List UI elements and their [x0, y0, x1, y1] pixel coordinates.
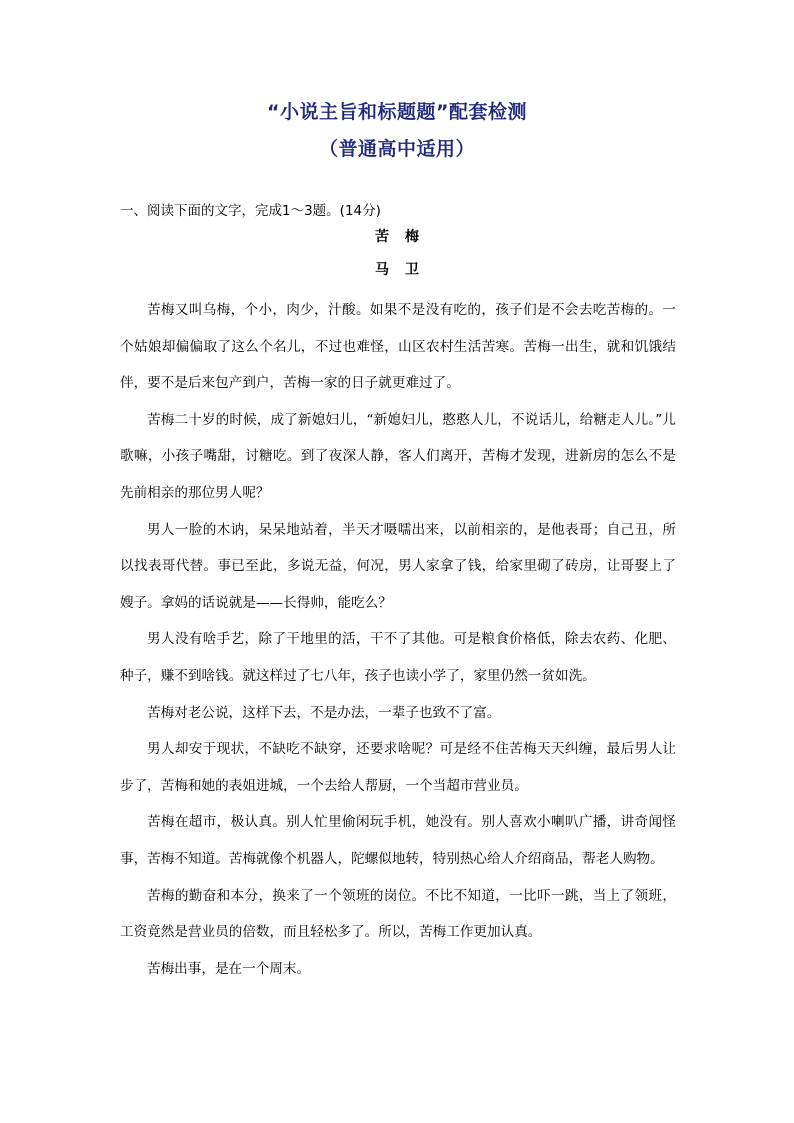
- paragraph: 男人一脸的木讷，呆呆地站着，半天才嗫嚅出来，以前相亲的，是他表哥；自己丑，所以找表哥代替。事已至此，多说无益，何况，男人家拿了钱，给家里砌了砖房，让哥娶上了嫂子。拿妈的话说就是——长得帅，能吃么？: [120, 521, 676, 611]
- page-title: “小说主旨和标题题”配套检测: [267, 101, 527, 123]
- paragraph: 苦梅对老公说，这样下去，不是办法，一辈子也致不了富。: [147, 704, 501, 721]
- paragraph: 苦梅二十岁的时候，成了新媳妇儿，“新媳妇儿，憨憨人儿，不说话儿，给糖走人儿。”儿歌嘛，小孩子嘴甜，讨糖吃。到了夜深人静，客人们离开，苦梅才发现，进新房的怎么不是先前相亲的那位男人呢？: [120, 411, 676, 501]
- section-heading: 一、阅读下面的文字，完成1～3题。(14分): [120, 203, 381, 219]
- paragraph: 苦梅在超市，极认真。别人忙里偷闲玩手机，她没有。别人喜欢小喇叭广播，讲奇闻怪事，苦梅不知道。苦梅就像个机器人，陀螺似地转，特别热心给人介绍商品，帮老人购物。: [120, 814, 676, 867]
- paragraph: 男人却安于现状，不缺吃不缺穿，还要求啥呢？可是经不住苦梅天天纠缠，最后男人让步了，苦梅和她的表姐进城，一个去给人帮厨，一个当超市营业员。: [120, 741, 676, 794]
- paragraph: 男人没有啥手艺，除了干地里的活，干不了其他。可是粮食价格低，除去农药、化肥、种子，赚不到啥钱。就这样过了七八年，孩子也读小学了，家里仍然一贫如洗。: [120, 631, 676, 684]
- paragraph: 苦梅又叫乌梅，个小，肉少，汁酸。如果不是没有吃的，孩子们是不会去吃苦梅的。一个姑娘却偏偏取了这么个名儿，不过也难怪，山区农村生活苦寒。苦梅一出生，就和饥饿结伴，要不是后来包产到户，苦梅一家的日子就更难过了。: [120, 302, 676, 392]
- paragraph: 苦梅出事，是在一个周末。: [147, 960, 311, 977]
- story-author: 马卫: [375, 262, 435, 278]
- story-title: 苦梅: [375, 229, 435, 245]
- paragraph: 苦梅的勤奋和本分，换来了一个领班的岗位。不比不知道，一比吓一跳，当上了领班，工资竟然是营业员的倍数，而且轻松多了。所以，苦梅工作更加认真。: [120, 887, 676, 941]
- story-body: [120, 292, 676, 987]
- page-subtitle: （普通高中适用）: [318, 138, 475, 160]
